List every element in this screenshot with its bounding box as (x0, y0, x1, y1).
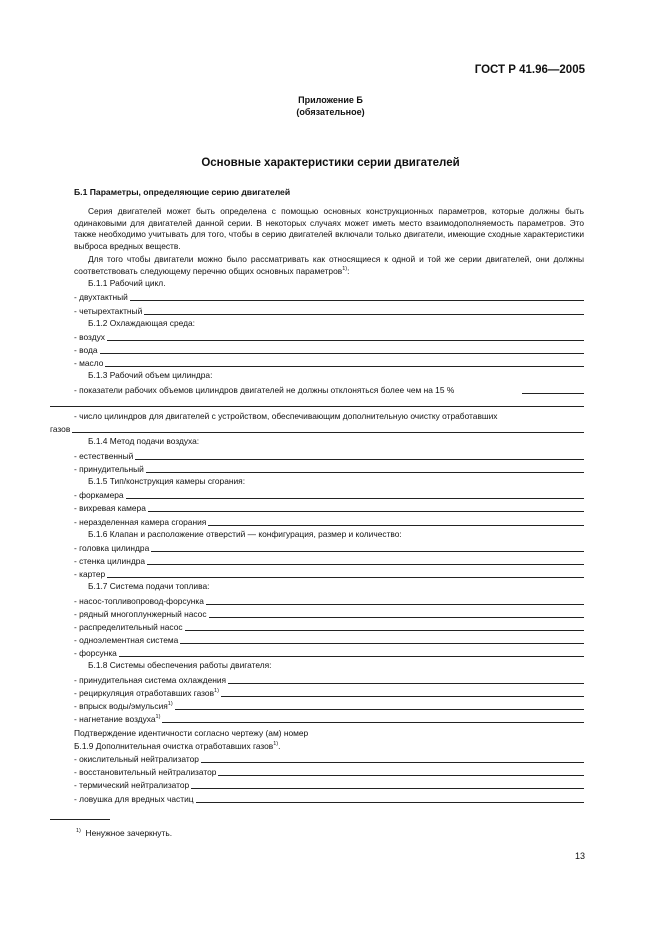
field-cylinder-wall: - стенка цилиндра (74, 554, 584, 567)
field-air-charging: - нагнетание воздуха$^{1)}$ (74, 712, 584, 725)
appendix-heading (0, 94, 661, 118)
field-displacement-continued (50, 396, 584, 409)
subsection-b18: Б.1.8 Системы обеспечения работы двигателя: (88, 660, 272, 671)
fill-line[interactable] (228, 683, 584, 684)
fill-line[interactable] (221, 696, 584, 697)
field-water: - вода (74, 343, 584, 356)
field-crankcase: - картер (74, 567, 584, 580)
fill-line[interactable] (107, 340, 584, 341)
field-thermal-reactor: - термический нейтрализатор (74, 778, 584, 791)
field-four-stroke: - четырехтактный (74, 303, 584, 316)
fill-line[interactable] (100, 353, 585, 354)
field-cylinder-head: - головка цилиндра (74, 541, 584, 554)
field-drawing-confirmation: Подтверждение идентичности согласно чертежу (ам) номер (74, 727, 309, 738)
field-forced: - принудительный (74, 462, 584, 475)
field-pump-line-nozzle: - насос-топливопровод-форсунка (74, 594, 584, 607)
field-prechamber: - форкамера (74, 488, 584, 501)
document-code: ГОСТ Р 41.96—2005 (474, 64, 585, 76)
subsection-b16: Б.1.6 Клапан и расположение отверстий — конфигурация, размер и количество: (88, 528, 402, 539)
field-cylinders-line2: газов (50, 422, 584, 435)
field-inline-pump: - рядный многоплунжерный насос (74, 607, 584, 620)
fill-line[interactable] (185, 630, 584, 631)
field-swirl-chamber: - вихревая камера (74, 501, 584, 514)
fill-line[interactable] (50, 406, 584, 407)
main-content (50, 187, 584, 805)
field-forced-cooling: - принудительная система охлаждения (74, 673, 584, 686)
paragraph-1: Серия двигателей может быть определена с помощью основных конструкционных параметров, которые должны быть одинаковыми для двигателей данной серии. В некоторых случаях может иметь место взаимодополняемость параметров. Это также необходимо учитывать для того, чтобы в серию двигателей включали только двигатели, имеющие сходные характеристики выброса вредных веществ. (74, 206, 584, 251)
field-cylinders-line1: - число цилиндров для двигателей с устройством, обеспечивающим дополнительную очистку отработавших (74, 411, 498, 422)
fill-line[interactable] (208, 525, 584, 526)
fill-line[interactable] (175, 709, 584, 710)
fill-line[interactable] (180, 643, 584, 644)
field-distributor-pump: - распределительный насос (74, 620, 584, 633)
field-water-injection: - впрыск воды/эмульсия$^{1)}$ (74, 699, 584, 712)
field-single-element: - одноэлементная система (74, 633, 584, 646)
subsection-b17: Б.1.7 Система подачи топлива: (88, 581, 210, 592)
fill-line[interactable] (105, 366, 584, 367)
field-two-stroke: - двухтактный (74, 290, 584, 303)
field-oxidation-catalyst: - окислительный нейтрализатор (74, 752, 584, 765)
fill-line[interactable] (130, 300, 584, 301)
fill-line[interactable] (522, 393, 584, 394)
field-natural: - естественный (74, 448, 584, 461)
fill-line[interactable] (201, 762, 584, 763)
fill-line[interactable] (151, 551, 584, 552)
page-number: 13 (574, 851, 585, 861)
fill-line[interactable] (147, 564, 584, 565)
appendix-label: Приложение Б (298, 95, 363, 105)
field-egr: - рециркуляция отработавших газов$^{1)}$ (74, 686, 584, 699)
appendix-status: (обязательное) (296, 107, 365, 117)
fill-line[interactable] (146, 472, 584, 473)
field-injector: - форсунка (74, 646, 584, 659)
fill-line[interactable] (72, 432, 584, 433)
fill-line[interactable] (119, 656, 584, 657)
paragraph-2: Для того чтобы двигатели можно было рассматривать как относящиеся к одной и той же серии двигателей, они должны соответствовать следующему перечню общих основных параметров$^{1)}$: (74, 254, 584, 276)
subsection-b11: Б.1.1 Рабочий цикл. (88, 278, 166, 288)
section-heading: Б.1 Параметры, определяющие серию двигателей (74, 187, 291, 197)
subsection-b15: Б.1.5 Тип/конструкция камеры сгорания: (88, 475, 246, 486)
fill-line[interactable] (196, 802, 584, 803)
field-particulate-trap: - ловушка для вредных частиц (74, 791, 584, 804)
field-open-chamber: - неразделенная камера сгорания (74, 514, 584, 527)
fill-line[interactable] (126, 498, 584, 499)
fill-line[interactable] (144, 314, 584, 315)
subsection-b12: Б.1.2 Охлаждающая среда: (88, 317, 195, 328)
fill-line[interactable] (206, 604, 584, 605)
field-displacement: - показатели рабочих объемов цилиндров двигателей не должны отклоняться более чем на 15 % (74, 383, 584, 396)
subsection-b19: Б.1.9 Дополнительная очистка отработавших газов$^{1)}$. (74, 740, 281, 751)
fill-line[interactable] (135, 459, 584, 460)
subsection-b14: Б.1.4 Метод подачи воздуха: (88, 436, 200, 447)
fill-line[interactable] (162, 722, 584, 723)
subsection-b13: Б.1.3 Рабочий объем цилиндра: (88, 370, 213, 381)
fill-line[interactable] (107, 577, 584, 578)
footnote-divider (50, 819, 110, 820)
field-reduction-catalyst: - восстановительный нейтрализатор (74, 765, 584, 778)
footnote: $^{1)}$ Ненужное зачеркнуть. (76, 828, 173, 838)
fill-line[interactable] (191, 788, 584, 789)
field-oil: - масло (74, 356, 584, 369)
fill-line[interactable] (209, 617, 584, 618)
fill-line[interactable] (218, 775, 584, 776)
fill-line[interactable] (148, 511, 584, 512)
page-title: Основные характеристики серии двигателей (201, 157, 460, 169)
field-air: - воздух (74, 330, 584, 343)
